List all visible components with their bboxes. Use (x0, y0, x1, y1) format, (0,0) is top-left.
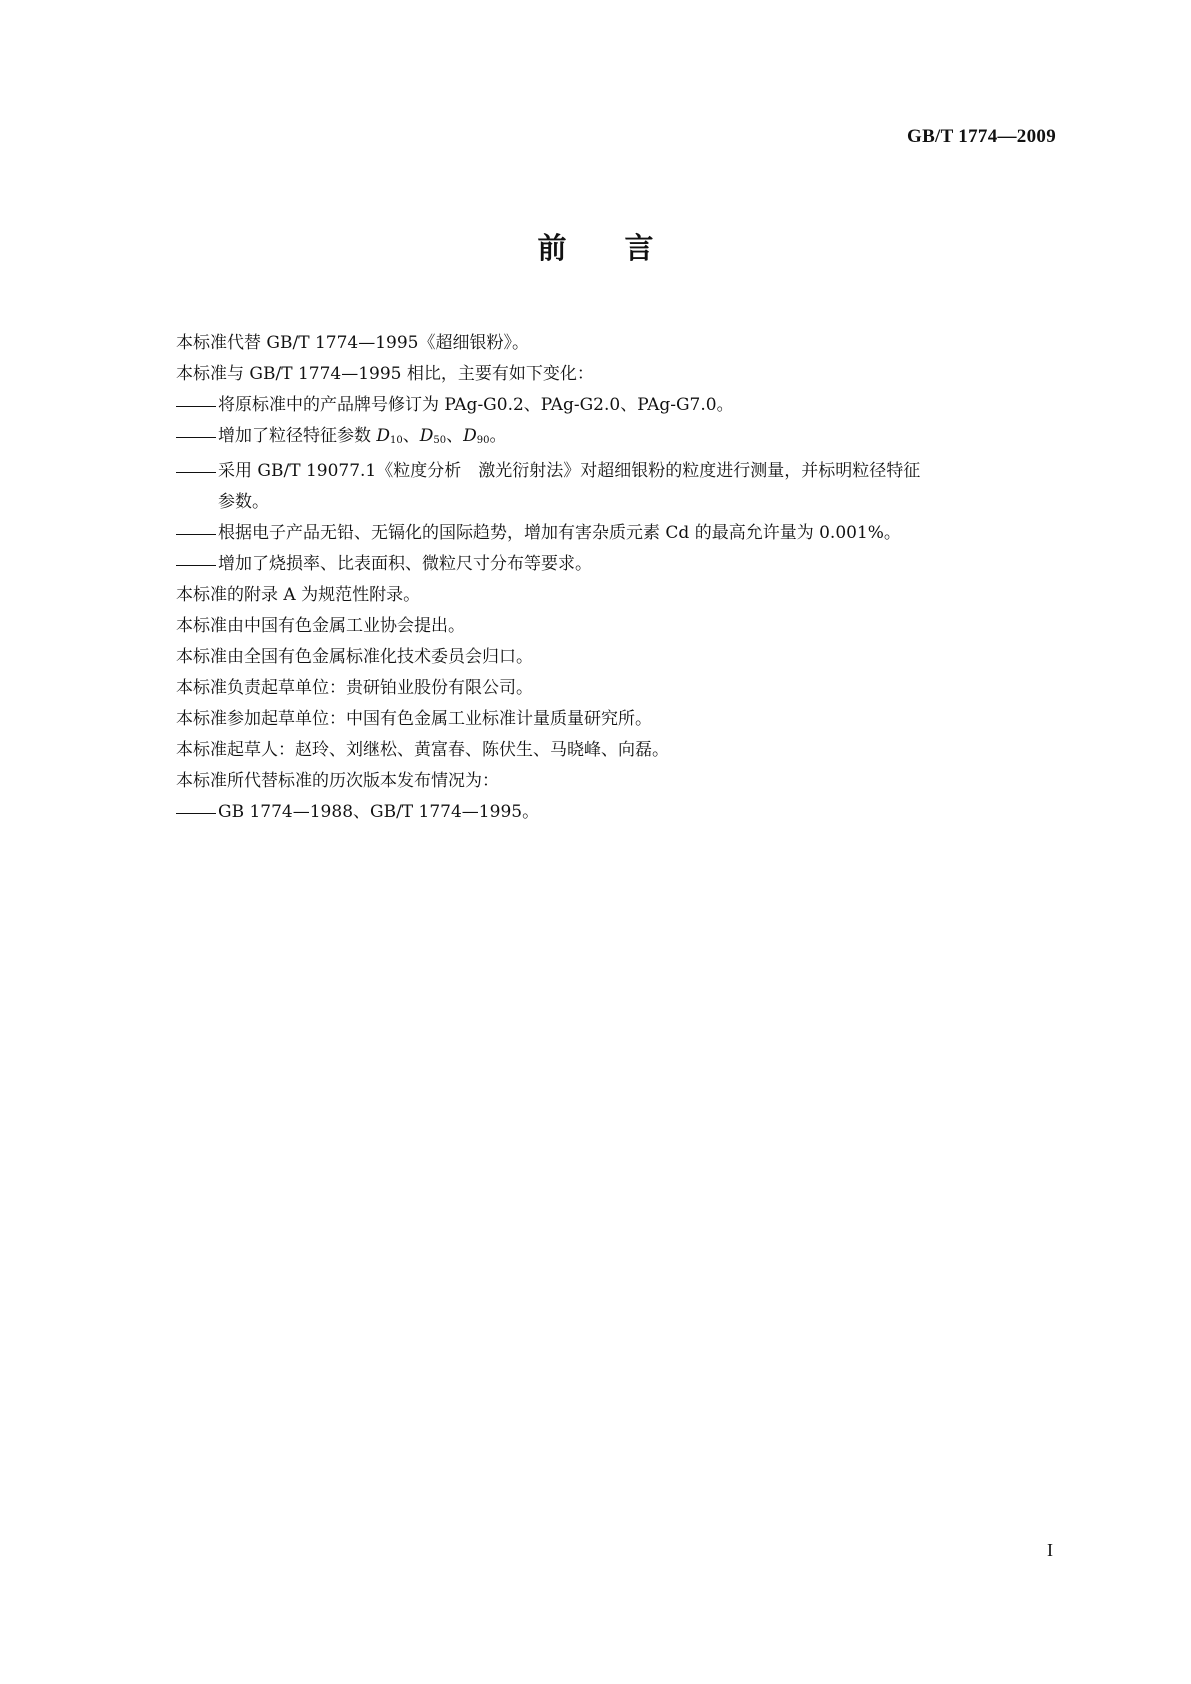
change-item-text (218, 456, 1056, 518)
paragraph-committee: 本标准由全国有色金属标准化技术委员会归口。 (176, 647, 533, 667)
d-symbol-50: D (419, 426, 434, 446)
params-prefix: 增加了粒径特征参数 (218, 426, 377, 446)
separator: 、 (446, 426, 464, 446)
change-item-requirements (176, 549, 1056, 580)
change-item-text: 增加了烧损率、比表面积、微粒尺寸分布等要求。 (218, 554, 592, 574)
change-item-line-2: 参数。 (218, 492, 269, 512)
change-item-laser-diffraction (176, 456, 1056, 518)
history-item-text: GB 1774—1988、GB/T 1774—1995。 (218, 802, 540, 822)
paragraph-changes-intro: 本标准与 GB/T 1774—1995 相比，主要有如下变化： (176, 364, 594, 384)
standard-number: GB/T 1774—2009 (906, 126, 1056, 147)
change-item-cadmium (176, 518, 1056, 549)
paragraph-drafters: 本标准起草人：赵玲、刘继松、黄富春、陈伏生、马晓峰、向磊。 (176, 740, 669, 760)
params-suffix: 。 (489, 426, 507, 446)
change-item-text (218, 421, 1056, 456)
d-symbol-10: D (376, 426, 391, 446)
page-title: 前言 (537, 231, 712, 265)
change-item-grades (176, 390, 1056, 421)
foreword-body (176, 328, 1056, 828)
d-symbol-90: D (463, 426, 477, 446)
subscript-10: 10 (390, 435, 403, 446)
em-dash-marker (176, 390, 218, 421)
em-dash-marker (176, 518, 218, 549)
separator: 、 (402, 426, 420, 446)
subscript-90: 90 (476, 435, 490, 446)
paragraph-history-intro: 本标准所代替标准的历次版本发布情况为： (176, 771, 499, 791)
em-dash-marker (176, 456, 218, 487)
em-dash-marker (176, 549, 218, 580)
paragraph-proposer: 本标准由中国有色金属工业协会提出。 (176, 616, 465, 636)
page-number: I (1047, 1540, 1053, 1560)
change-item-particle-params (176, 421, 1056, 456)
change-item-text: 将原标准中的产品牌号修订为 PAg-G0.2、PAg-G2.0、PAg-G7.0。 (218, 395, 734, 415)
paragraph-replaces: 本标准代替 GB/T 1774—1995《超细银粉》。 (176, 333, 529, 353)
change-item-line-1: 采用 GB/T 19077.1《粒度分析 激光衍射法》对超细银粉的粒度进行测量，并标明粒径特征 (218, 461, 921, 481)
change-item-text: 根据电子产品无铅、无镉化的国际趋势，增加有害杂质元素 Cd 的最高允许量为 0.001%。 (218, 523, 901, 543)
paragraph-annex: 本标准的附录 A 为规范性附录。 (176, 585, 421, 605)
paragraph-lead-drafter: 本标准负责起草单位：贵研铂业股份有限公司。 (176, 678, 533, 698)
subscript-50: 50 (433, 435, 447, 446)
em-dash-marker (176, 421, 218, 452)
history-item (176, 797, 1056, 828)
em-dash-marker (176, 797, 218, 828)
paragraph-participating-drafter: 本标准参加起草单位：中国有色金属工业标准计量质量研究所。 (176, 709, 652, 729)
